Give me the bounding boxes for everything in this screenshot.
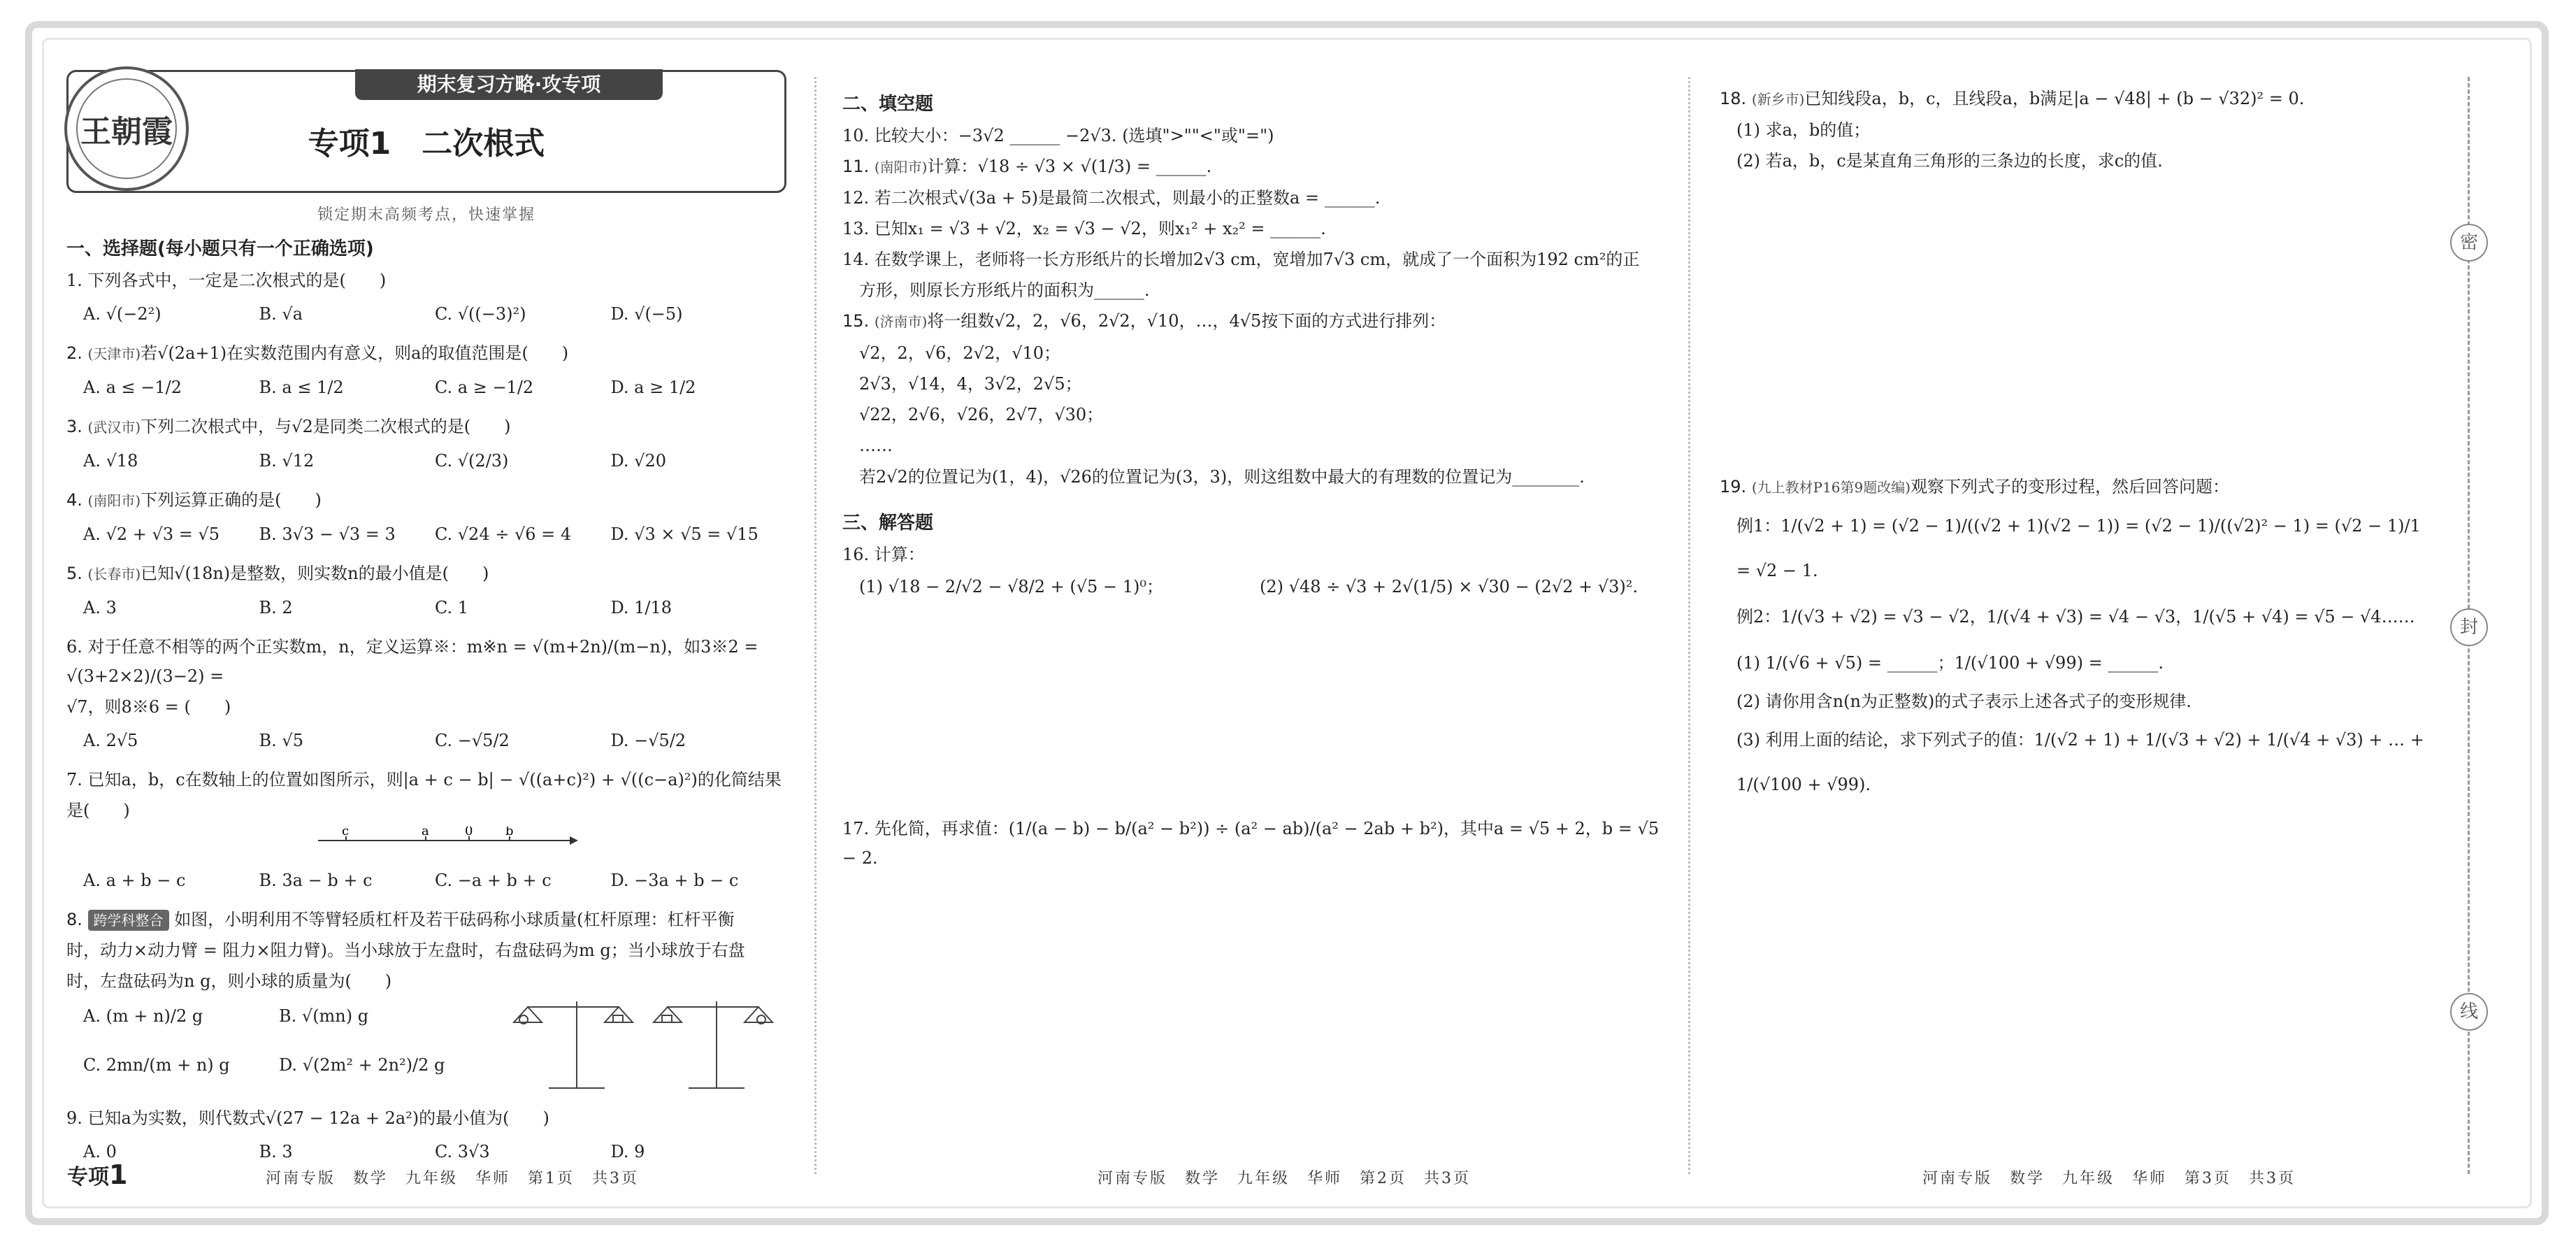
options-5: A. 3 B. 2 C. 1 D. 1/18 <box>83 598 672 617</box>
q16-parts <box>842 571 1660 603</box>
footer-page-3: 河南专版 数学 九年级 华师 第3页 共3页 <box>1922 1170 2296 1187</box>
header-box <box>66 70 786 193</box>
question-5: 5. (长春市)已知√(18n)是整数，则实数n的最小值是( ) <box>66 564 489 583</box>
question-17: 17. 先化简，再求值：(1/(a − b) − b/(a² − b²)) ÷ (a² − ab)/(a² − 2ab + b²)，其中a = √5 + 2，b = √5 − 2. <box>842 819 1660 868</box>
column-divider <box>1688 77 1690 1174</box>
footer-page-1: 河南专版 数学 九年级 华师 第1页 共3页 <box>266 1170 639 1187</box>
question-19-example-2: 例2：1/(√3 + √2) = √3 − √2，1/(√4 + √3) = √4 − √3，1/(√5 + √4) = √5 − √4…… <box>1736 607 2415 627</box>
logo: 王朝霞 <box>64 66 189 191</box>
balance-figure <box>507 997 786 1102</box>
q15-row-1: √2，2，√6，2√2，√10； <box>859 343 1061 363</box>
question-12: 12. 若二次根式√(3a + 5)是最简二次根式，则最小的正整数a = ______. <box>842 188 1381 208</box>
question-19-part-2: (2) 请你用含n(n为正整数)的式子表示上述各式子的变形规律. <box>1736 692 2192 711</box>
question-4: 4. (南阳市)下列运算正确的是( ) <box>66 490 322 510</box>
question-10: 10. 比较大小：−3√2 ______ −2√3. (选填">""<"或"=") <box>842 126 1274 145</box>
seal-char-mi: 密 <box>2450 224 2488 262</box>
question-2: 2. (天津市)若√(2a+1)在实数范围内有意义，则a的取值范围是( ) <box>66 343 569 363</box>
question-19-example-1: 例1：1/(√2 + 1) = (√2 − 1)/((√2 + 1)(√2 − 1)) = (√2 − 1)/((√2)² − 1) = (√2 − 1)/1 = √2 − 1. <box>1736 516 2421 580</box>
question-1: 1. 下列各式中，一定是二次根式的是( ) <box>66 271 387 290</box>
q15-row-4: …… <box>859 436 893 455</box>
axis-label-a: a <box>422 827 429 838</box>
question-8-cont: 时，动力×动力臂 = 阻力×阻力臂)。当小球放于左盘时，右盘砝码为m g；当小球放于右盘 <box>66 941 745 960</box>
question-8-cont2: 时，左盘砝码为n g，则小球的质量为( ) <box>66 971 392 991</box>
options-9: A. 0 B. 3 C. 3√3 D. 9 <box>83 1142 645 1161</box>
page-subtitle: 锁定期末高频考点，快速掌握 <box>317 206 535 224</box>
question-7: 7. 已知a，b，c在数轴上的位置如图所示，则|a + c − b| − √((a+c)²) + √((c−a)²)的化简结果 <box>66 770 782 789</box>
seal-char-xian: 线 <box>2450 993 2488 1031</box>
question-18-part-1: (1) 求a，b的值； <box>1736 120 1871 140</box>
axis-label-0: 0 <box>465 827 473 838</box>
question-14: 14. 在数学课上，老师将一长方形纸片的长增加2√3 cm，宽增加7√3 cm，就成了一个面积为192 cm²的正 <box>842 250 1640 269</box>
section-choice: 一、选择题(每小题只有一个正确选项) <box>66 238 374 259</box>
question-8: 8. 跨学科整合 如图，小明利用不等臂轻质杠杆及若干砝码称小球质量(杠杆原理：杠杆平衡 <box>66 910 735 929</box>
q15-row-3: √22，2√6，√26，2√7，√30； <box>859 405 1104 424</box>
options-4: A. √2 + √3 = √5 B. 3√3 − √3 = 3 C. √24 ÷ √6 = 4 D. √3 × √5 = √15 <box>83 524 758 544</box>
options-7: A. a + b − c B. 3a − b + c C. −a + b + c D. −3a + b − c <box>83 871 739 890</box>
footer-page-2: 河南专版 数学 九年级 华师 第2页 共3页 <box>1098 1170 1471 1187</box>
section-solve: 三、解答题 <box>842 513 934 534</box>
question-16-part-2: (2) √48 ÷ √3 + 2√(1/5) × √30 − (2√2 + √3)². <box>1260 577 1638 596</box>
options-8b: C. 2mn/(m + n) g D. √(2m² + 2n²)/2 g <box>83 1055 445 1075</box>
answer-space-16 <box>842 603 1660 813</box>
header-banner: 期末复习方略·攻专项 <box>355 69 663 100</box>
question-16: 16. 计算： <box>842 545 925 564</box>
axis-label-c: c <box>342 827 350 838</box>
question-9: 9. 已知a为实数，则代数式√(27 − 12a + 2a²)的最小值为( ) <box>66 1108 549 1128</box>
question-13: 13. 已知x₁ = √3 + √2，x₂ = √3 − √2，则x₁² + x₂² = ______. <box>842 219 1326 238</box>
tag-interdisciplinary: 跨学科整合 <box>88 910 169 931</box>
page-title: 专项1 二次根式 <box>308 126 545 162</box>
number-line-figure <box>66 827 786 859</box>
footer-section-label: 专项1 <box>67 1159 128 1190</box>
options-2: A. a ≤ −1/2 B. a ≤ 1/2 C. a ≥ −1/2 D. a ≥ 1/2 <box>83 378 696 397</box>
options-1: A. √(−2²) B. √a C. √((−3)²) D. √(−5) <box>83 304 683 324</box>
axis-label-b: b <box>505 827 514 838</box>
question-6-cont: √7，则8※6 = ( ) <box>66 697 231 717</box>
q8-options-area <box>66 997 786 1102</box>
question-7-cont: 是( ) <box>66 801 130 820</box>
question-18-part-2: (2) 若a，b，c是某直角三角形的三条边的长度，求c的值. <box>1736 151 2163 171</box>
question-15: 15. (济南市)将一组数√2，2，√6，2√2，√10，…，4√5按下面的方式进行排列： <box>842 311 1446 331</box>
options-6: A. 2√5 B. √5 C. −√5/2 D. −√5/2 <box>83 731 686 750</box>
answer-space-18 <box>1720 177 2433 471</box>
options-3: A. √18 B. √12 C. √(2/3) D. √20 <box>83 451 666 471</box>
question-19-part-1: (1) 1/(√6 + √5) = ______；1/(√100 + √99) = ______. <box>1736 653 2164 673</box>
question-3: 3. (武汉市)下列二次根式中，与√2是同类二次根式的是( ) <box>66 417 511 436</box>
options-8a: A. (m + n)/2 g B. √(mn) g <box>83 1006 369 1026</box>
question-19: 19. (九上教材P16第9题改编)观察下列式子的变形过程，然后回答问题： <box>1720 477 2230 496</box>
question-6: 6. 对于任意不相等的两个正实数m，n，定义运算※：m※n = √(m+2n)/(m−n)，如3※2 = √(3+2×2)/(3−2) = <box>66 637 758 686</box>
question-19-part-3: (3) 利用上面的结论，求下列式子的值：1/(√2 + 1) + 1/(√3 + √2) + 1/(√4 + √3) + … + 1/(√100 + √99). <box>1736 730 2424 794</box>
column-divider <box>814 77 816 1174</box>
q15-row-2: 2√3，√14，4，3√2，2√5； <box>859 374 1082 394</box>
question-11: 11. (南阳市)计算：√18 ÷ √3 × √(1/3) = ______. <box>842 157 1212 176</box>
question-14-cont: 方形，则原长方形纸片的面积为______. <box>859 280 1150 300</box>
seal-char-feng: 封 <box>2450 608 2488 646</box>
column-1 <box>66 70 786 1188</box>
column-2 <box>842 83 1660 1188</box>
section-fill-blank: 二、填空题 <box>842 94 934 115</box>
question-18: 18. (新乡市)已知线段a，b，c，且线段a，b满足|a − √48| + (b − √32)² = 0. <box>1720 89 2305 108</box>
column-3 <box>1720 83 2433 1188</box>
question-16-part-1: (1) √18 − 2/√2 − √8/2 + (√5 − 1)⁰； <box>859 577 1163 596</box>
question-15-cont: 若2√2的位置记为(1，4)，√26的位置记为(3，3)，则这组数中最大的有理数的位置记为________. <box>859 467 1585 487</box>
